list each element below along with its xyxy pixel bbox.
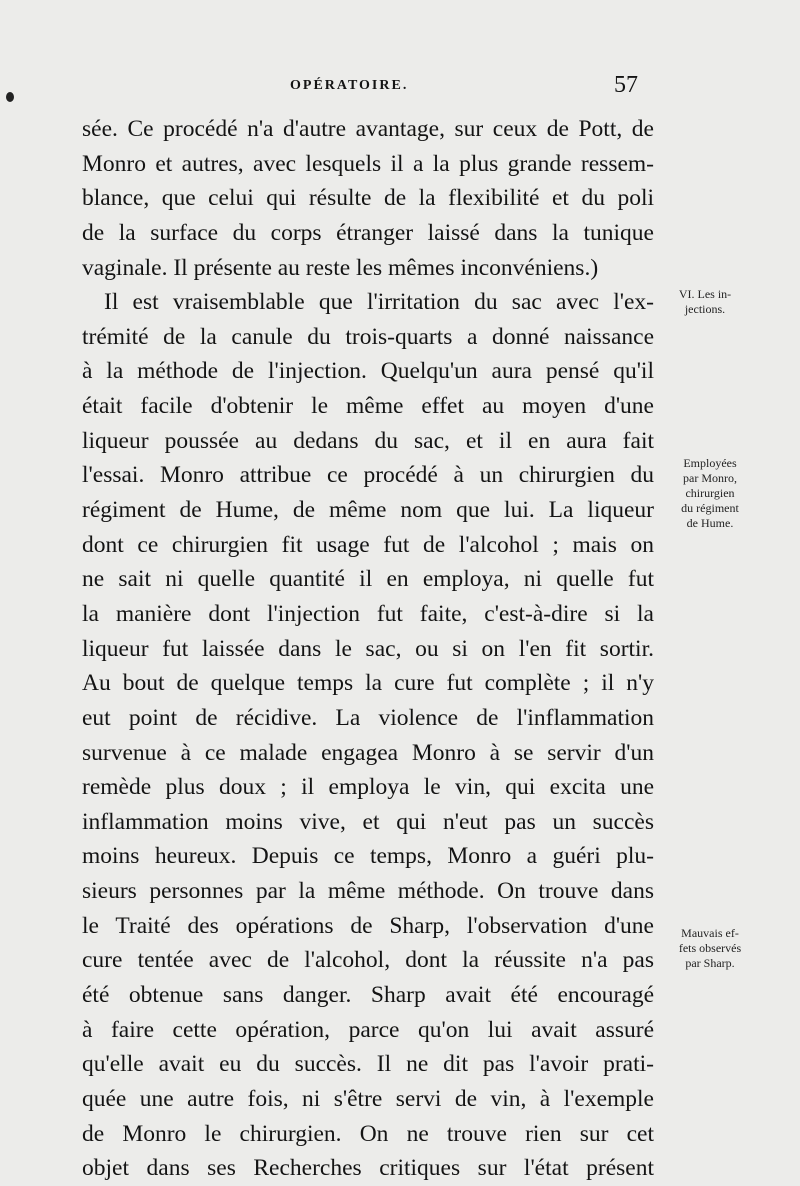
text-line: à faire cette opération, parce qu'on lui avait assuré <box>82 1016 654 1043</box>
margin-note-sharp <box>660 926 760 971</box>
margin-note-line: fets observés <box>678 941 742 955</box>
text-line: le Traité des opérations de Sharp, l'observation d'une <box>82 912 654 939</box>
margin-note-line: par Monro, <box>683 471 737 485</box>
text-line: été obtenue sans danger. Sharp avait été encouragé <box>82 982 654 1009</box>
text-line: la manière dont l'injection fut faite, c'est-à-dire si la <box>82 600 654 627</box>
text-line: sée. Ce procédé n'a d'autre avantage, sur ceux de Pott, de <box>82 116 654 142</box>
text-line: moins heureux. Depuis ce temps, Monro a guéri plu- <box>82 843 654 870</box>
text-line: dont ce chirurgien fit usage fut de l'alcohol ; mais on <box>82 531 654 558</box>
text-line: Monro et autres, avec lesquels il a la plus grande ressem- <box>82 150 654 177</box>
text-line: liqueur poussée au dedans du sac, et il en aura fait <box>82 427 654 454</box>
text-line: était facile d'obtenir le même effet au moyen d'une <box>82 393 654 420</box>
text-line: l'essai. Monro attribue ce procédé à un chirurgien du <box>82 462 654 489</box>
text-line: blance, que celui qui résulte de la flexibilité et du poli <box>82 185 654 212</box>
margin-note-line: jections. <box>684 302 726 316</box>
ink-spot <box>6 92 14 102</box>
text-line: ne sait ni quelle quantité il en employa, ni quelle fut <box>82 566 654 593</box>
text-line: survenue à ce malade engagea Monro à se servir d'un <box>82 739 654 766</box>
text-line: remède plus doux ; il employa le vin, qui excita une <box>82 774 654 801</box>
margin-note-monro <box>660 456 760 531</box>
text-line: Il est vraisemblable que l'irritation du sac avec l'ex- <box>104 289 654 316</box>
text-line: cure tentée avec de l'alcohol, dont la réussite n'a pas <box>82 947 654 974</box>
margin-note-line: de Hume. <box>686 516 734 530</box>
page-number: 57 <box>614 72 638 98</box>
text-line: vaginale. Il présente au reste les mêmes inconvéniens.) <box>82 254 599 281</box>
text-line: à la méthode de l'injection. Quelqu'un aura pensé qu'il <box>82 358 654 385</box>
margin-note-line: Employées <box>683 456 737 470</box>
margin-note-line: Mauvais ef- <box>681 926 739 940</box>
running-title: OPÉRATOIRE. <box>290 78 409 93</box>
text-line: sieurs personnes par la même méthode. On trouve dans <box>82 878 654 905</box>
text-line: Au bout de quelque temps la cure fut complète ; il n'y <box>82 670 654 697</box>
margin-note-line: VI. Les in- <box>678 287 732 301</box>
text-line: qu'elle avait eu du succès. Il ne dit pas l'avoir prati- <box>82 1051 654 1078</box>
text-line: de Monro le chirurgien. On ne trouve rien sur cet <box>82 1120 654 1147</box>
margin-note-line: chirurgien <box>685 486 735 500</box>
text-line: régiment de Hume, de même nom que lui. La liqueur <box>82 497 654 524</box>
text-line: inflammation moins vive, et qui n'eut pas un succès <box>82 808 654 835</box>
text-line: de la surface du corps étranger laissé dans la tunique <box>82 219 654 246</box>
text-line: trémité de la canule du trois-quarts a donné naissance <box>82 323 654 350</box>
text-line: quée une autre fois, ni s'être servi de vin, à l'exemple <box>82 1085 654 1112</box>
text-line: eut point de récidive. La violence de l'inflammation <box>82 704 654 731</box>
margin-note-injections <box>660 287 750 317</box>
margin-note-line: du régiment <box>681 501 739 515</box>
body-text <box>82 112 654 1186</box>
text-line: objet dans ses Recherches critiques sur l'état présent <box>82 1155 654 1182</box>
text-line: liqueur fut laissée dans le sac, ou si on l'en fit sortir. <box>82 635 654 662</box>
margin-note-line: par Sharp. <box>685 956 735 970</box>
